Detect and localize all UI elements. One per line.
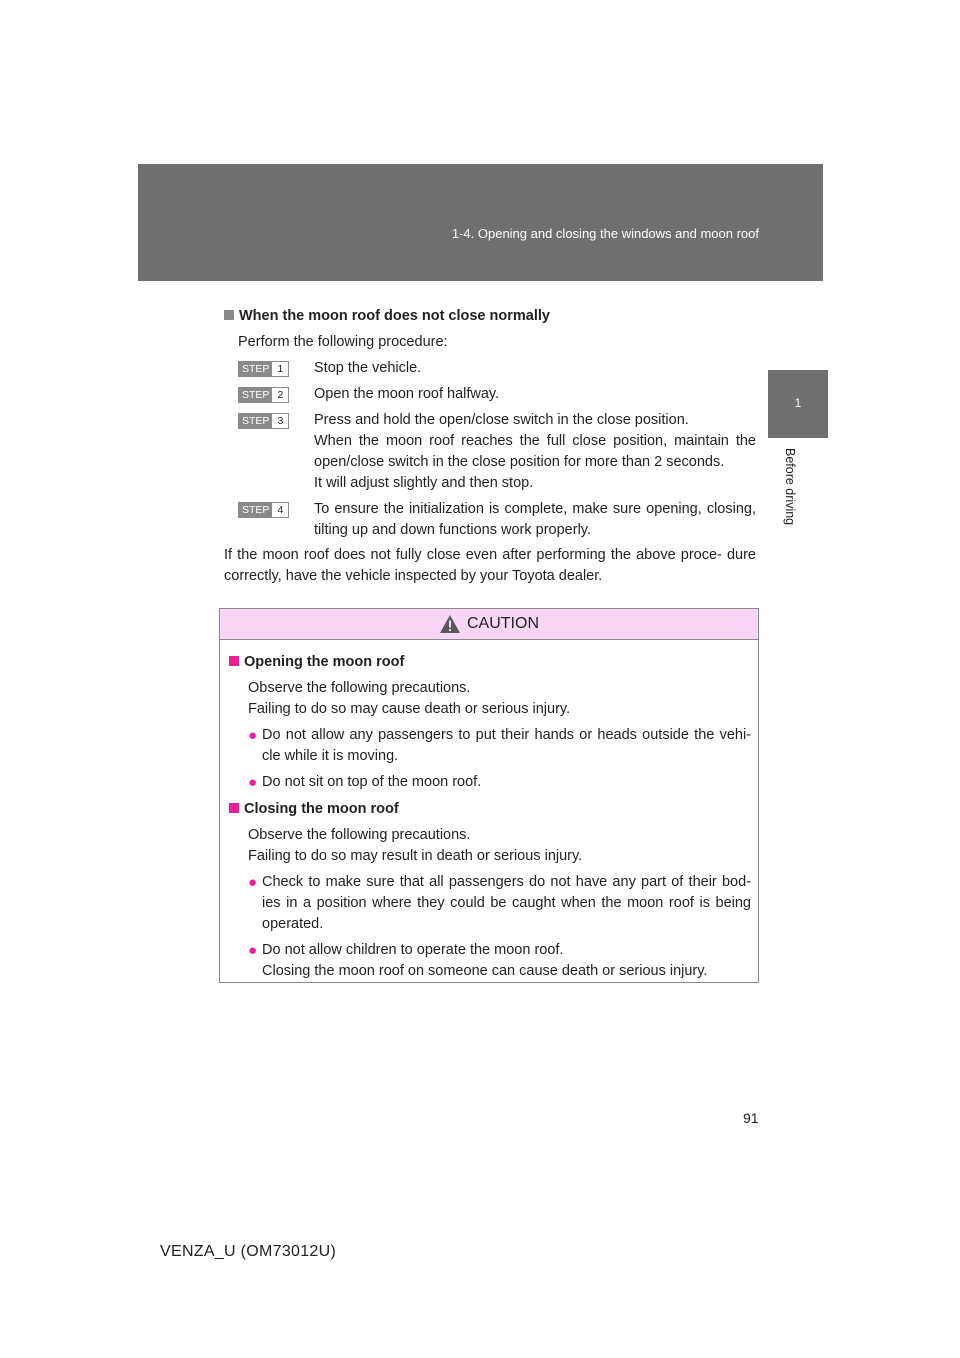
header-band [138, 164, 823, 281]
chapter-label: Before driving [783, 448, 797, 526]
step-text: Stop the vehicle. [314, 360, 422, 376]
step-badge: STEP 1 [238, 361, 289, 377]
bullet-dot-icon: ● [248, 774, 258, 791]
caution-bullet: ● Do not allow children to operate the moon roof. Closing the moon roof on someone can cause death or serious injury. [229, 940, 751, 982]
square-bullet-icon [229, 803, 239, 813]
caution-heading-opening: Opening the moon roof [229, 652, 751, 673]
procedure-heading [224, 306, 756, 327]
procedure-closing: If the moon roof does not fully close even after performing the above proce- dure correctly, have the vehicle inspected by your Toyota dealer. [224, 547, 756, 584]
step-text: Open the moon roof halfway. [314, 386, 500, 402]
caution-bullet: ● Do not allow any passengers to put their hands or heads outside the vehi- cle while it is moving. [229, 725, 751, 767]
caution-box [219, 608, 759, 983]
bullet-dot-icon: ● [248, 874, 258, 891]
step-4 [238, 499, 756, 541]
caution-intro: Observe the following precautions. Failing to do so may cause death or serious injury. [248, 680, 571, 717]
caution-intro: Observe the following precautions. Failing to do so may result in death or serious injury. [248, 827, 583, 864]
page-number: 91 [743, 1110, 759, 1126]
square-bullet-icon [224, 310, 234, 320]
warning-triangle-icon [439, 614, 461, 634]
section-title: 1-4. Opening and closing the windows and moon roof [451, 226, 759, 241]
procedure-section [224, 306, 756, 587]
step-3 [238, 410, 756, 494]
procedure-intro: Perform the following procedure: [238, 334, 448, 350]
caution-title: CAUTION [467, 615, 539, 632]
document-code: VENZA_U (OM73012U) [160, 1243, 337, 1260]
caution-heading-closing: Closing the moon roof [229, 799, 751, 820]
square-bullet-icon [229, 656, 239, 666]
step-text: To ensure the initialization is complete, make sure opening, closing, tilting up and down functions work properly. [314, 501, 756, 538]
step-text: Press and hold the open/close switch in the close position. [314, 412, 689, 428]
step-text: It will adjust slightly and then stop. [314, 475, 534, 491]
step-badge: STEP 4 [238, 502, 289, 518]
step-badge: STEP 3 [238, 413, 289, 429]
bullet-dot-icon: ● [248, 942, 258, 959]
caution-bullet: ● Check to make sure that all passengers do not have any part of their bod- ies in a position where they could be caught when the moon roof is being operated. [229, 872, 751, 935]
bullet-dot-icon: ● [248, 727, 258, 744]
step-badge: STEP 2 [238, 387, 289, 403]
step-2 [238, 384, 756, 405]
chapter-tab [768, 370, 828, 438]
chapter-number: 1 [794, 396, 802, 410]
procedure-heading-text: When the moon roof does not close normally [239, 308, 550, 324]
step-text: When the moon roof reaches the full close position, maintain the open/close switch in the close position for more than 2 seconds. [314, 433, 756, 470]
caution-bullet: ● Do not sit on top of the moon roof. [248, 774, 482, 791]
step-1 [238, 358, 756, 379]
caution-header [220, 609, 758, 640]
